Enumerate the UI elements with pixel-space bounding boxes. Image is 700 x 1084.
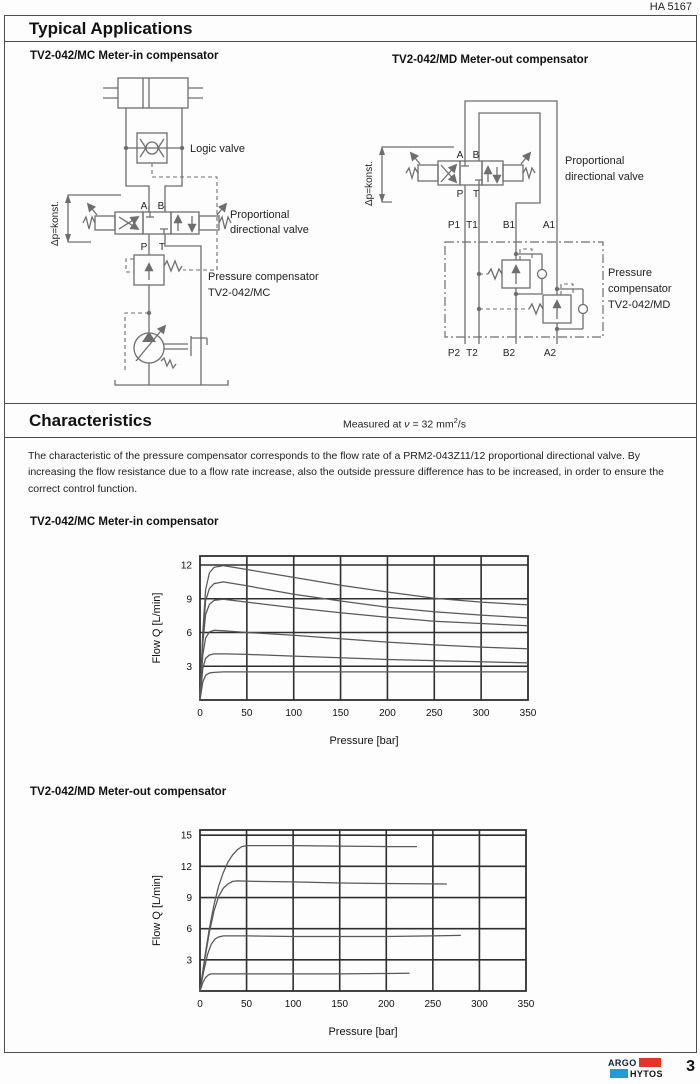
port-p2-label: P2 bbox=[447, 348, 461, 359]
compensator-a-symbol bbox=[477, 284, 588, 344]
x-axis-label: Pressure [bar] bbox=[328, 1026, 398, 1038]
port-a2-label: A2 bbox=[543, 348, 557, 359]
compensator-label-2: TV2-042/MC bbox=[208, 287, 271, 299]
page-number: 3 bbox=[686, 1058, 695, 1075]
port-t1-label: T1 bbox=[466, 220, 478, 231]
return-line bbox=[165, 240, 201, 385]
x-axis-label: Pressure [bar] bbox=[329, 735, 399, 747]
compensator-label-3: TV2-042/MD bbox=[608, 299, 671, 311]
line-b-loop bbox=[479, 113, 540, 260]
setting-14-lpm bbox=[200, 846, 417, 991]
document-number: HA 5167 bbox=[649, 1, 692, 13]
y-axis-label: Flow Q [L/min] bbox=[151, 592, 163, 664]
pressure-compensator-symbol bbox=[126, 240, 182, 285]
setting-2.5-lpm bbox=[200, 672, 528, 700]
x-tick: 100 bbox=[285, 708, 303, 719]
port-b1-label: B1 bbox=[502, 220, 516, 231]
logo-text-hytos: HYTOS bbox=[630, 1068, 663, 1079]
dp-konst-label: Δp=konst. bbox=[50, 201, 61, 246]
y-tick: 6 bbox=[186, 924, 192, 936]
dp-konst-dimension bbox=[379, 146, 454, 203]
section-title: Characteristics bbox=[29, 411, 152, 430]
port-t-label: T bbox=[158, 242, 166, 253]
compensator-b-symbol bbox=[477, 249, 547, 344]
plot-frame bbox=[200, 556, 528, 700]
port-p1-label: P1 bbox=[447, 220, 461, 231]
chart1-title: TV2-042/MC Meter-in compensator bbox=[30, 516, 219, 528]
section-header-typical-applications bbox=[4, 15, 697, 42]
characteristics-paragraph: The characteristic of the pressure compensator corresponds to the flow rate of a PRM2-043Z11/12 proportional directional valve. By increasing the flow resistance due to a flow rate increase, also the outside pressure difference has to be increased, in order to ensure the correct control function. bbox=[28, 450, 665, 495]
x-tick: 200 bbox=[379, 708, 396, 719]
compensator-label-1: Pressure compensator bbox=[208, 271, 319, 283]
plot-frame bbox=[200, 830, 526, 991]
x-tick: 0 bbox=[197, 708, 203, 719]
y-tick: 9 bbox=[186, 893, 192, 905]
setting-4-lpm bbox=[200, 654, 528, 700]
x-tick: 250 bbox=[425, 708, 443, 719]
argo-hytos-logo bbox=[608, 1057, 674, 1079]
setting-1.7-lpm bbox=[200, 973, 410, 991]
x-tick: 350 bbox=[519, 708, 537, 719]
logic-valve-label: Logic valve bbox=[190, 143, 246, 155]
dp-konst-label: Δp=konst. bbox=[364, 161, 375, 206]
logo-text-argo: ARGO bbox=[608, 1057, 637, 1068]
x-tick: 100 bbox=[284, 999, 302, 1010]
logo-red-block bbox=[639, 1058, 661, 1067]
measured-at-note: Measured at ν = 32 $mm^2/s$ bbox=[343, 416, 466, 431]
y-tick: 3 bbox=[186, 955, 192, 967]
port-b2-label: B2 bbox=[502, 348, 516, 359]
port-t2-label: T2 bbox=[466, 348, 478, 359]
port-p-label: P bbox=[456, 189, 464, 200]
diagram-left-title: TV2-042/MC Meter-in compensator bbox=[30, 50, 219, 62]
y-tick: 12 bbox=[180, 560, 192, 572]
meter-in-circuit-diagram bbox=[25, 68, 345, 398]
port-t-label: T bbox=[472, 189, 480, 200]
port-a-label: A bbox=[456, 150, 464, 161]
x-tick: 50 bbox=[241, 999, 253, 1010]
boundary-line bbox=[115, 380, 228, 385]
x-tick: 150 bbox=[332, 708, 349, 719]
prop-valve-label-2: directional valve bbox=[565, 171, 644, 183]
compensator-label-1: Pressure bbox=[608, 267, 653, 279]
y-tick: 12 bbox=[180, 861, 192, 873]
y-tick: 6 bbox=[186, 628, 192, 639]
section-title: Typical Applications bbox=[29, 19, 193, 38]
port-b-label: B bbox=[157, 201, 165, 212]
y-tick: 3 bbox=[186, 661, 192, 673]
cylinder-symbol bbox=[103, 78, 203, 108]
setting-5.3-lpm bbox=[200, 935, 461, 991]
x-tick: 200 bbox=[377, 999, 395, 1010]
prop-valve-label-1: Proportional bbox=[565, 155, 625, 167]
compensator-label-2: compensator bbox=[608, 283, 672, 295]
x-tick: 250 bbox=[424, 999, 442, 1010]
port-a1-label: A1 bbox=[542, 220, 556, 231]
pump-symbol bbox=[125, 285, 176, 385]
port-p-label: P bbox=[140, 242, 148, 253]
prop-valve-label-2: directional valve bbox=[230, 224, 309, 236]
logo-blue-block bbox=[610, 1069, 628, 1078]
x-tick: 150 bbox=[331, 999, 349, 1010]
port-b-label: B bbox=[472, 150, 480, 161]
proportional-valve-symbol bbox=[406, 153, 535, 185]
y-axis-label: Flow Q [L/min] bbox=[151, 875, 163, 946]
meter-out-circuit-diagram bbox=[360, 68, 700, 398]
diagram-right-title: TV2-042/MD Meter-out compensator bbox=[392, 54, 589, 66]
y-tick: 15 bbox=[180, 830, 192, 842]
x-tick: 350 bbox=[517, 999, 535, 1010]
y-tick: 9 bbox=[186, 594, 192, 606]
x-tick: 0 bbox=[197, 999, 203, 1010]
chart2-title: TV2-042/MD Meter-out compensator bbox=[30, 786, 227, 798]
meter-out-flow-chart bbox=[130, 810, 560, 1045]
port-a-label: A bbox=[140, 201, 148, 212]
nu-symbol: ν bbox=[404, 418, 410, 431]
section-header-characteristics bbox=[4, 403, 697, 438]
x-tick: 300 bbox=[471, 999, 488, 1010]
setting-6-lpm bbox=[200, 630, 528, 700]
meter-in-flow-chart bbox=[130, 538, 560, 763]
prop-valve-label-1: Proportional bbox=[230, 209, 290, 221]
x-tick: 50 bbox=[241, 708, 253, 719]
x-tick: 300 bbox=[472, 708, 490, 719]
